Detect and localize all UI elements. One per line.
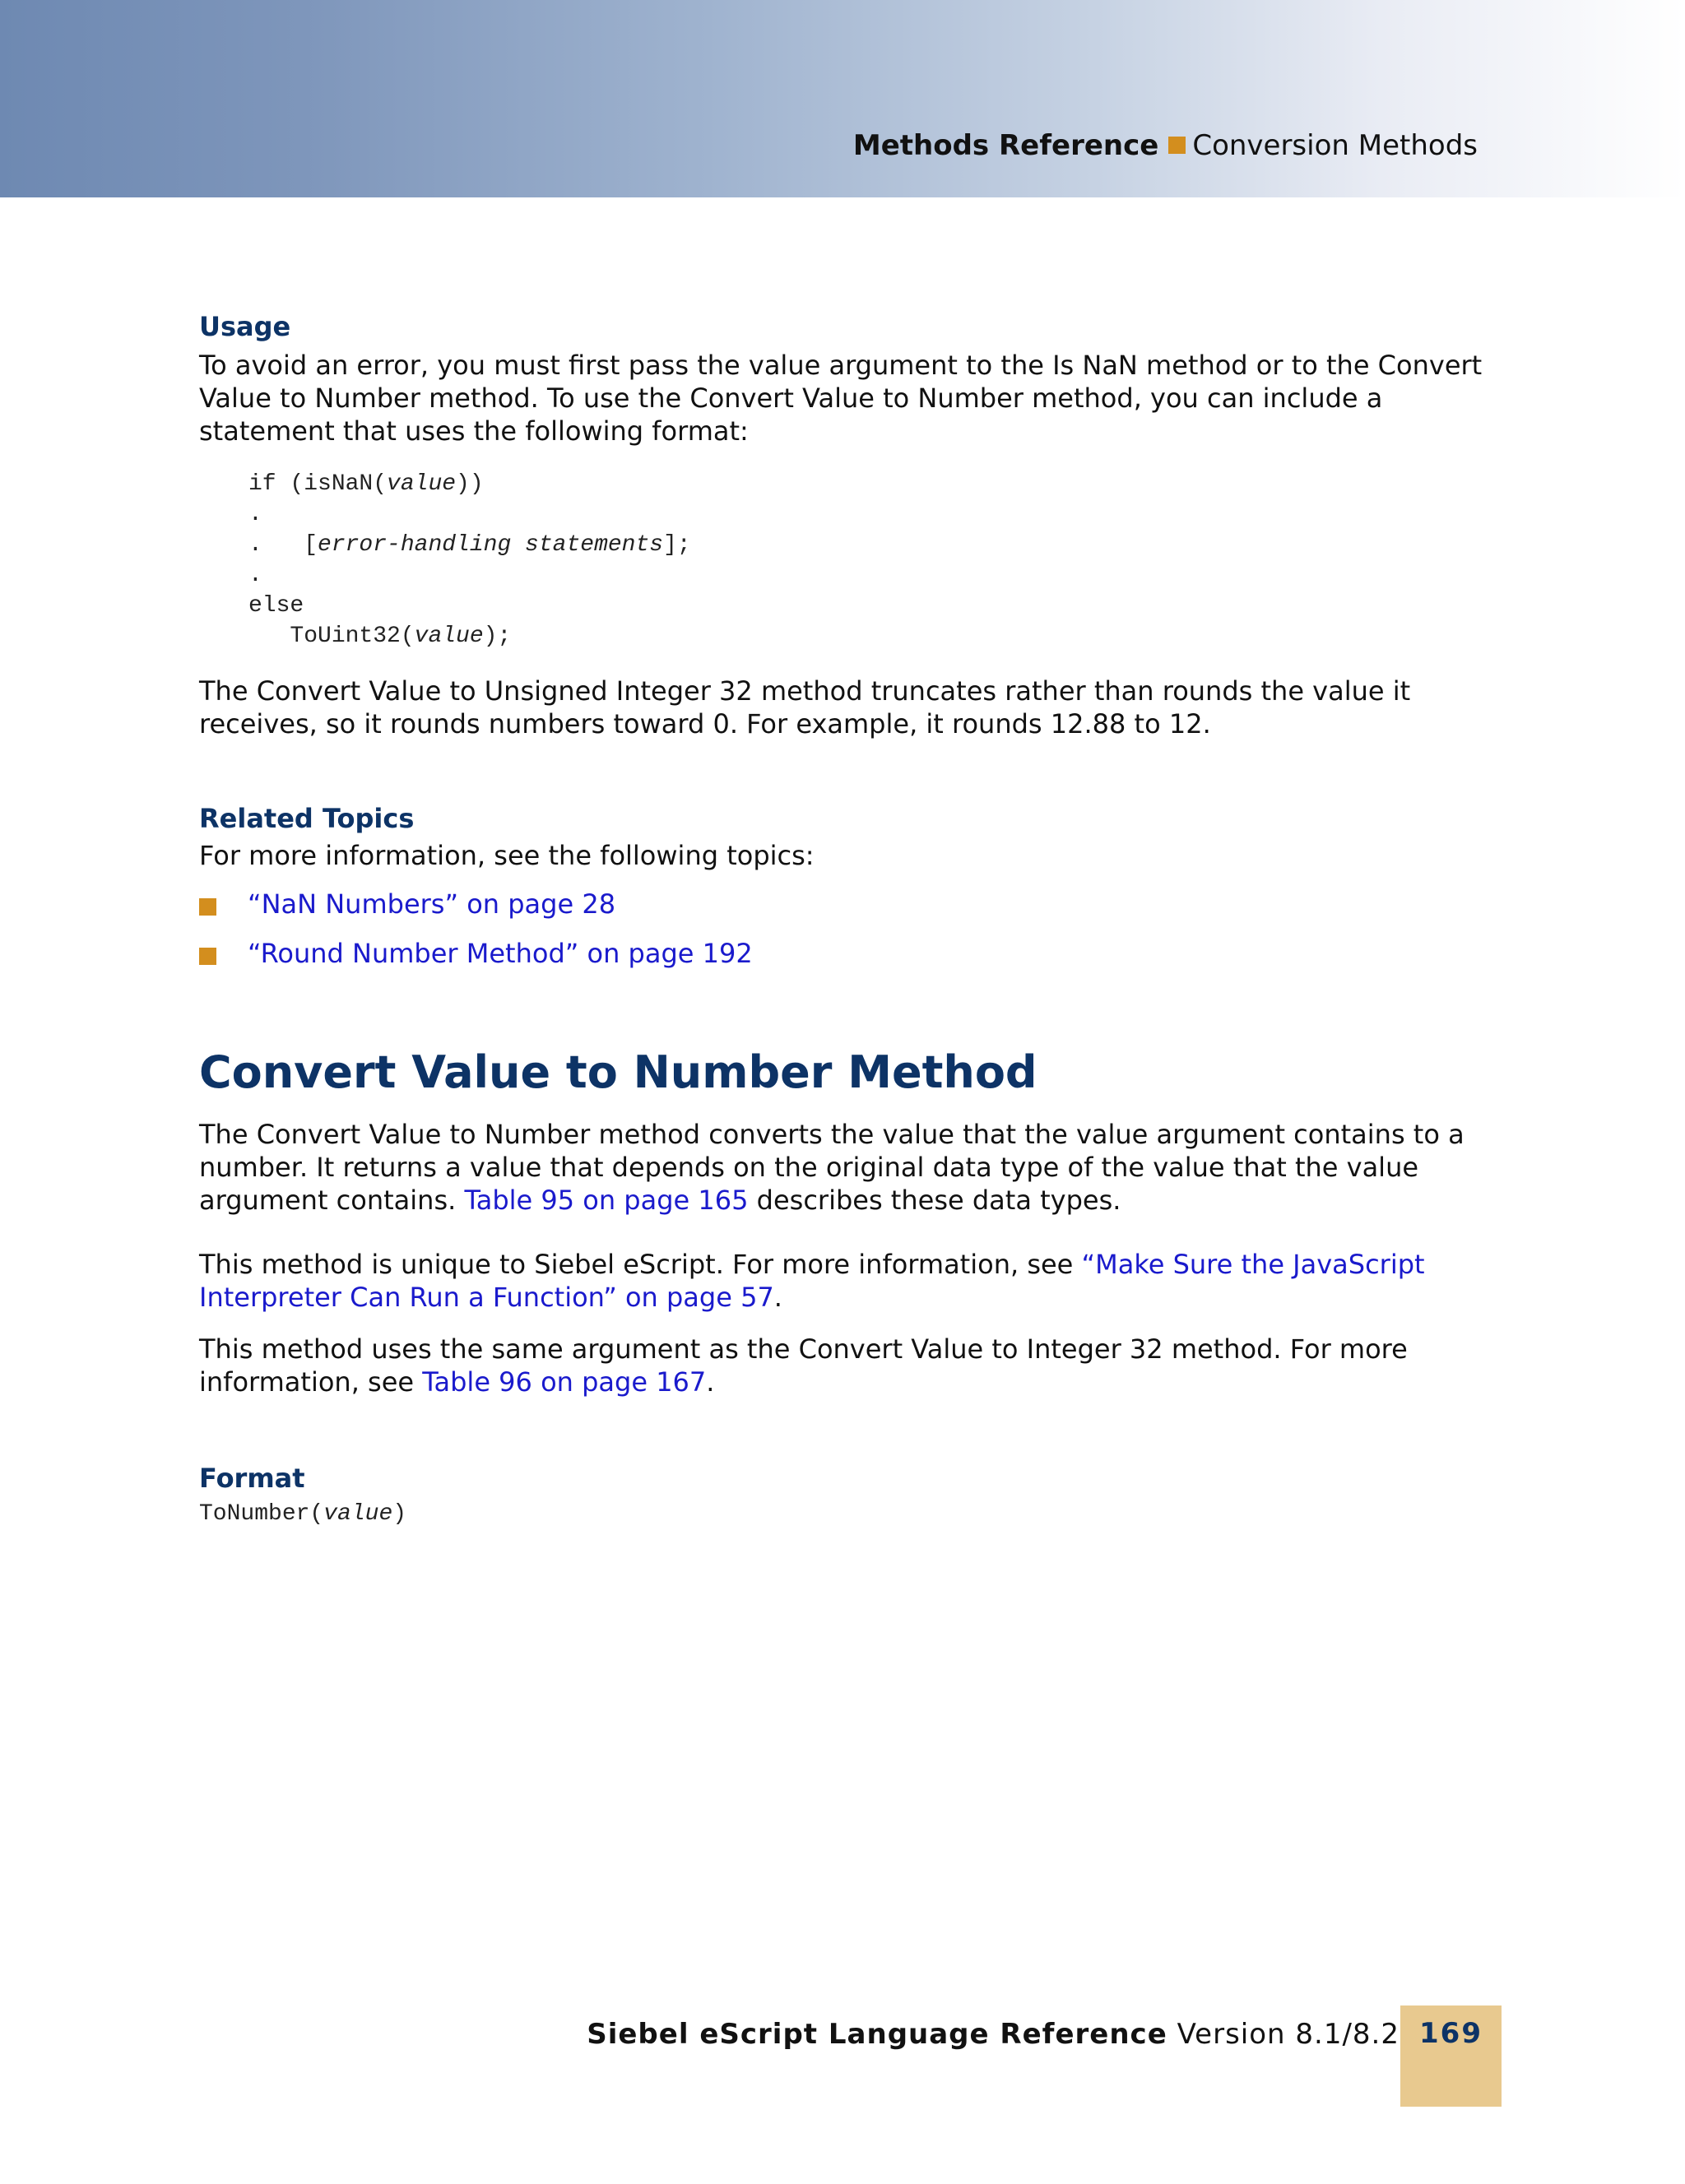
related-link-nan-numbers[interactable]: “NaN Numbers” on page 28 (248, 888, 616, 920)
truncation-paragraph: The Convert Value to Unsigned Integer 32 method truncates rather than rounds the value it receives, so it rounds numbers toward 0. For example, it rounds 12.88 to 12. (199, 675, 1411, 740)
usage-heading: Usage (199, 311, 291, 342)
footer-title: Siebel eScript Language Reference (587, 2018, 1167, 2051)
code-line-6: ToUint32(value); (248, 624, 512, 649)
related-topics-heading: Related Topics (199, 803, 415, 834)
running-header (853, 129, 1478, 162)
method-argument-note: This method uses the same argument as the Convert Value to Integer 32 method. For more information, see Table 96 on page 167. (199, 1333, 1408, 1398)
code-line-1: if (isNaN(value)) (248, 471, 484, 497)
method-description: The Convert Value to Number method converts the value that the value argument contains to a number. It returns a value that depends on the original data type of the value that the value argument contains. Table 95 on page 165 describes these data types. (199, 1119, 1465, 1216)
link-make-sure-interpreter[interactable]: “Make Sure the JavaScript Interpreter Can Run a Function” on page 57 (199, 1249, 1425, 1313)
code-line-3: . [error-handling statements]; (248, 532, 691, 558)
square-bullet-icon (199, 898, 216, 916)
page-number-box (1400, 2005, 1502, 2107)
section-title: Convert Value to Number Method (199, 1046, 1037, 1098)
code-line-4: . (248, 563, 262, 588)
format-heading: Format (199, 1463, 305, 1494)
link-table-96[interactable]: Table 96 on page 167 (422, 1366, 707, 1398)
code-line-5: else (248, 593, 304, 619)
header-banner (0, 0, 1685, 197)
code-block (248, 469, 691, 651)
code-line-2: . (248, 502, 262, 527)
header-subsection: Conversion Methods (1192, 129, 1478, 162)
header-section: Methods Reference (852, 129, 1159, 162)
usage-paragraph: To avoid an error, you must first pass the value argument to the Is NaN method or to the Convert Value to Number method. To use the Convert Value to Number method, you can include a statement that uses the following format: (199, 350, 1483, 447)
page-number: 169 (1419, 2017, 1483, 2050)
link-table-95[interactable]: Table 95 on page 165 (464, 1185, 749, 1216)
square-bullet-icon (199, 948, 216, 965)
format-code: ToNumber(value) (199, 1501, 407, 1527)
footer-version: Version 8.1/8.2 (1177, 2018, 1400, 2051)
related-link-round-number[interactable]: “Round Number Method” on page 192 (248, 938, 753, 969)
method-unique-note: This method is unique to Siebel eScript. For more information, see “Make Sure the JavaScript Interpreter Can Run a Function” on page 57. (199, 1249, 1425, 1313)
running-footer (587, 2018, 1400, 2051)
square-bullet-icon (1168, 137, 1186, 154)
related-topics-intro: For more information, see the following topics: (199, 840, 815, 871)
